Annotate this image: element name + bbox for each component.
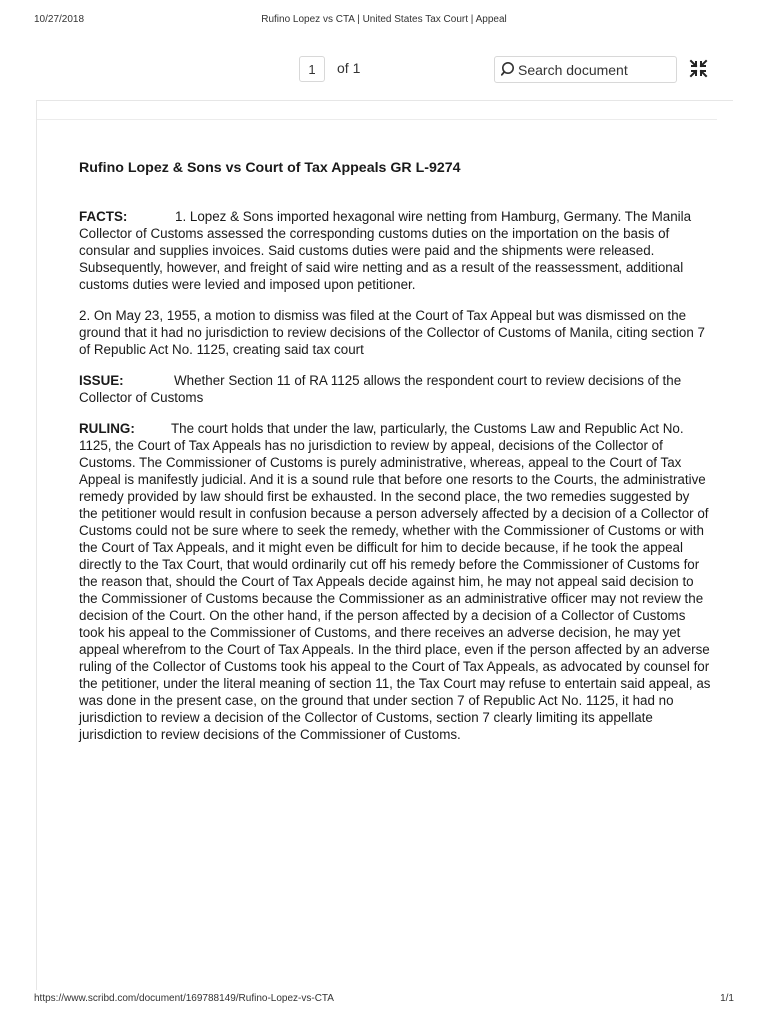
search-input[interactable] <box>494 56 677 83</box>
print-page-title: Rufino Lopez vs CTA | United States Tax Court | Appeal <box>261 14 507 25</box>
facts-text: 1. Lopez & Sons imported hexagonal wire netting from Hamburg, Germany. The Manila Collector of Customs assessed the corresponding customs duties on the importation on the basis of consular and supplies invoices. Said customs duties were paid and the shipments were released. Subsequently, however, and freight of said wire netting and as a result of the reassessment, additional customs duties were levied and imposed upon petitioner. <box>79 209 692 292</box>
ruling-label: RULING: <box>79 421 135 436</box>
facts-paragraph-2: 2. On May 23, 1955, a motion to dismiss was filed at the Court of Tax Appeal but was dismissed on the ground that it had no jurisdiction to review decisions of the Collector of Customs of Manila, citing section 7 of Republic Act No. 1125, creating said tax court <box>79 308 705 357</box>
issue-label: ISSUE: <box>79 373 124 388</box>
ruling-text: The court holds that under the law, particularly, the Customs Law and Republic Act No. 1125, the Court of Tax Appeals has no jurisdiction to review by appeal, decisions of the Collector of Customs. The Commissioner of Customs is purely administrative, whereas, appeal to the Court of Tax Appeal is manifestly judicial. And it is a sound rule that before one resorts to the Courts, the administrative remedy provided by law should first be exhausted. In the second place, the two remedies suggested by the petitioner would result in confusion because a person adversely affected by a decision of a Collector of Customs could not be sure where to seek the remedy, whether with the Commissioner of Customs or with the Court of Tax Appeals, and it might even be difficult for him to decide because, if he took the appeal directly to the Tax Court, that would ordinarily cut off his remedy before the Commissioner of Customs for the reason that, should the Court of Tax Appeals decide against him, he may not appeal said decision to the Commissioner of Customs because the Commissioner as an administrative officer may not review the decision of the Court. On the other hand, if the person affected by a decision of a Collector of Customs took his appeal to the Commissioner of Customs, and there receives an adverse decision, he may yet appeal wherefrom to the Court of Tax Appeals. In the third place, even if the person affected by an adverse ruling of the Collector of Customs took his appeal to the Court of Tax Appeals, as advocated by counsel for the petitioner, under the literal meaning of section 11, the Tax Court may refuse to entertain said appeal, as was done in the present case, on the ground that under section 7 of Republic Act No. 1125, it had no jurisdiction to review a decision of the Collector of Customs, section 7 clearly limiting its appellate jurisdiction to review decisions of the Commissioner of Customs. <box>79 421 711 742</box>
facts-paragraph <box>79 208 711 293</box>
document-title: Rufino Lopez & Sons vs Court of Tax Appeals GR L-9274 <box>79 160 461 176</box>
page-divider <box>37 119 717 120</box>
document-toolbar <box>0 56 768 86</box>
document-body <box>79 160 711 757</box>
issue-paragraph <box>79 372 711 406</box>
print-footer <box>0 993 768 1009</box>
page-total-label: of 1 <box>337 60 361 76</box>
search-placeholder: Search document <box>518 62 628 78</box>
print-date: 10/27/2018 <box>34 14 85 25</box>
print-url: https://www.scribd.com/document/169788149/Rufino-Lopez-vs-CTA <box>34 993 334 1004</box>
ruling-paragraph <box>79 420 711 743</box>
print-page-count: 1/1 <box>720 993 734 1004</box>
print-header <box>0 14 768 32</box>
exit-fullscreen-icon[interactable] <box>689 59 708 78</box>
page-number-input[interactable]: 1 <box>299 56 325 82</box>
search-icon <box>501 61 517 77</box>
issue-text: Whether Section 11 of RA 1125 allows the respondent court to review decisions of the Collector of Customs <box>79 373 682 405</box>
facts-label: FACTS: <box>79 209 128 224</box>
